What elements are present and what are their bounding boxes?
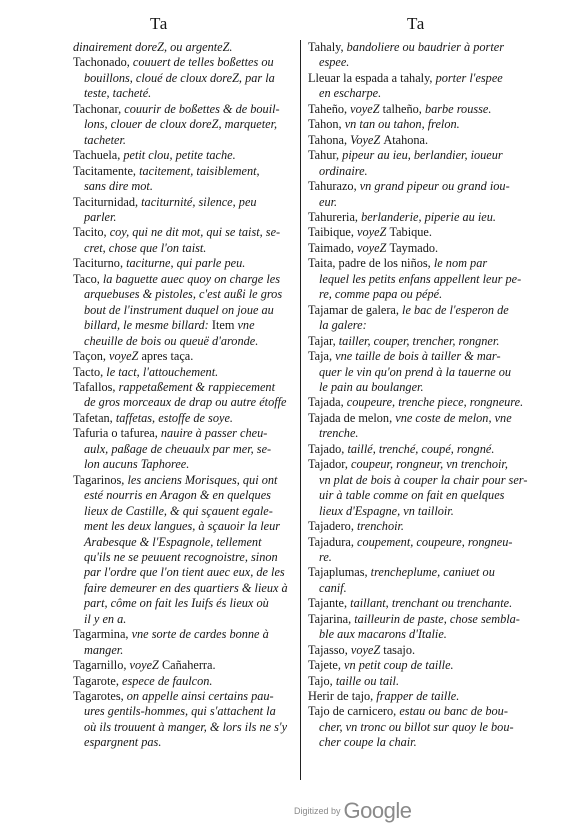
definition: coy, qui ne dit mot, qui se taist, se- [109, 225, 281, 240]
definition: les anciens Morisques, qui ont [127, 472, 278, 487]
entry-line [73, 658, 297, 673]
definition: VoyeZ [350, 132, 384, 147]
entry-line [308, 86, 532, 101]
definition: vne coste de melon, vne [395, 410, 512, 425]
entry-line [308, 102, 532, 117]
headword: apres taça. [141, 349, 194, 364]
entry-line [73, 426, 297, 441]
definition: quer le vin qu'on prend à la tauerne ou [319, 364, 512, 379]
definition: lieux d'Espagne, vn tailloir. [319, 503, 454, 518]
definition: re, comme papa ou pépé. [319, 287, 443, 302]
definition: parler. [84, 209, 117, 224]
entry-line [73, 720, 297, 735]
entry-line [73, 133, 297, 148]
headword: Item [211, 318, 238, 333]
entry-line [73, 117, 297, 132]
definition: Arabesque & l'Espagnole, tellement [84, 534, 262, 549]
entry-line [73, 519, 297, 534]
entry-line [73, 164, 297, 179]
headword: Tagarnillo, [73, 658, 130, 673]
definition: pipeur au ieu, berlandier, ioueur [342, 148, 503, 163]
headword: Taciturnidad, [73, 194, 142, 209]
definition: voyeZ [350, 642, 384, 657]
headword: Tahur, [308, 148, 343, 163]
definition: lequel les petits enfans appellent leur pe- [319, 271, 522, 286]
entry-line [308, 596, 532, 611]
entry-line [73, 349, 297, 364]
definition: faire demeurer en des quartiers & lieux à [84, 580, 288, 595]
entry-line [308, 488, 532, 503]
entry-line [308, 473, 532, 488]
entry-line [308, 565, 532, 580]
entry-line [308, 411, 532, 426]
definition: voyeZ [129, 658, 162, 673]
entry-line [308, 674, 532, 689]
definition: cher coupe la chair. [319, 735, 417, 750]
headword: Tajada de melon, [308, 410, 396, 425]
entry-line [308, 426, 532, 441]
definition: estau ou banc de bou- [399, 704, 508, 719]
headword: Tajadero, [308, 519, 357, 534]
entry-line [308, 272, 532, 287]
entry-line [73, 395, 297, 410]
entry-line [73, 256, 297, 271]
entry-line [73, 581, 297, 596]
definition: le tact, l'attouchement. [106, 364, 219, 379]
entry-line [73, 380, 297, 395]
entry-line [73, 334, 297, 349]
entry-line [73, 303, 297, 318]
entry-line [73, 210, 297, 225]
headword: Tajador, [308, 457, 352, 472]
entry-line [308, 442, 532, 457]
headword: Tajete, [308, 658, 345, 673]
entry-line [308, 380, 532, 395]
headword: Tahona, [308, 132, 351, 147]
headword: Tachonado, [73, 55, 133, 70]
entry-line [73, 40, 297, 55]
entry-line [308, 689, 532, 704]
entry-line [73, 71, 297, 86]
definition: coupeur, rongneur, vn trenchoir, [351, 457, 508, 472]
definition: voyeZ [109, 349, 142, 364]
entry-line [308, 256, 532, 271]
headword: Tachuela, [73, 148, 124, 163]
headword: Atahona. [383, 132, 429, 147]
headword: Tajarina, [308, 611, 355, 626]
entry-line [73, 457, 297, 472]
definition: billard, le mesme billard: [84, 318, 212, 333]
headword: Taja, [308, 349, 336, 364]
headword: Tacitamente, [73, 163, 140, 178]
running-head-right: Ta [407, 14, 425, 33]
digitized-watermark [294, 798, 411, 824]
definition: ment les deux langues, à sçauoir la leur [84, 519, 281, 534]
entry-line [73, 473, 297, 488]
definition: vne taille de bois à tailler & mar- [335, 349, 501, 364]
entry-line [73, 318, 297, 333]
entry-line [308, 612, 532, 627]
definition: vne [237, 318, 255, 333]
definition: trenchoir. [356, 519, 405, 534]
entry-line [308, 395, 532, 410]
entry-line [73, 735, 297, 750]
entry-line [73, 102, 297, 117]
entry-line [73, 225, 297, 240]
definition: lon aucuns Taphoree. [84, 457, 190, 472]
headword: Tajante, [308, 596, 351, 611]
entry-line [73, 565, 297, 580]
headword: Tagarote, [73, 673, 122, 688]
entry-line [73, 55, 297, 70]
headword: Lleuar la espada a tahaly, [308, 70, 436, 85]
definition: canif. [319, 580, 347, 595]
definition: par l'ordre que l'on tient auec eux, de les [84, 565, 285, 580]
running-head-left: Ta [150, 14, 168, 33]
headword: Tajo, [308, 673, 336, 688]
left-column [73, 40, 297, 751]
entry-line [308, 117, 532, 132]
entry-line [308, 720, 532, 735]
entry-line [308, 318, 532, 333]
definition: vne sorte de cardes bonne à [131, 627, 269, 642]
definition: uir à table comme on fait en quelques [319, 488, 505, 503]
entry-line [308, 535, 532, 550]
definition: espargnent pas. [84, 735, 162, 750]
definition: tacitement, taisiblement, [139, 163, 260, 178]
definition: cheuille de bois ou queuë d'aronde. [84, 333, 259, 348]
definition: barbe rousse. [424, 101, 492, 116]
entry-line [73, 674, 297, 689]
headword: Herir de tajo, [308, 689, 377, 704]
definition: taffetas, estoffe de soye. [115, 410, 233, 425]
definition: cher, vn tronc ou billot sur quoy le bou- [319, 719, 514, 734]
entry-line [308, 40, 532, 55]
definition: taciturne, qui parle peu. [126, 256, 246, 271]
headword: Tagarmina, [73, 627, 132, 642]
entry-line [73, 86, 297, 101]
definition: re. [319, 549, 332, 564]
definition: frapper de taille. [376, 689, 460, 704]
entry-line [308, 287, 532, 302]
definition: rappetaßement & rappiecement [118, 379, 275, 394]
definition: vn grand pipeur ou grand iou- [359, 179, 510, 194]
definition: couuert de telles boßettes ou [132, 55, 274, 70]
definition: le nom par [433, 256, 488, 271]
definition: trencheplume, caniuet ou [370, 565, 495, 580]
headword: Tajaplumas, [308, 565, 371, 580]
definition: voyeZ [357, 225, 390, 240]
definition: dinairement doreZ, ou argenteZ. [73, 40, 233, 54]
entry-line [308, 148, 532, 163]
definition: ordinaire. [319, 163, 368, 178]
headword: Tahureria, [308, 209, 362, 224]
headword: Tacto, [73, 364, 107, 379]
definition: bouillons, cloué de cloux doreZ, par la [84, 70, 275, 85]
definition: couurir de boßettes & de bouil- [124, 101, 280, 116]
definition: tacheter. [84, 132, 127, 147]
entry-line [308, 71, 532, 86]
definition: on appelle ainsi certains pau- [126, 689, 274, 704]
headword: Cañaherra. [161, 658, 216, 673]
entry-line [308, 225, 532, 240]
headword: Tagarotes, [73, 689, 127, 704]
definition: taille ou tail. [335, 673, 400, 688]
entry-line [73, 179, 297, 194]
entry-line [308, 349, 532, 364]
headword: Tajada, [308, 395, 347, 410]
entry-line [308, 210, 532, 225]
definition: arquebuses & pistoles, c'est außi le gros [84, 287, 283, 302]
headword: Taco, [73, 271, 103, 286]
definition: lons, clouer de cloux doreZ, marqueter, [84, 117, 278, 132]
entry-line [73, 504, 297, 519]
definition: lieux de Castille, & qui sçauent egale- [84, 503, 273, 518]
definition: cret, chose que l'on taist. [84, 240, 207, 255]
definition: aulx, paßage de cheuaulx par mer, se- [84, 441, 272, 456]
entry-line [73, 241, 297, 256]
entry-line [308, 303, 532, 318]
definition: voyeZ [357, 240, 390, 255]
definition: coupement, coupeure, rongneu- [356, 534, 513, 549]
definition: tailler, couper, trencher, rongner. [338, 333, 500, 348]
definition: vn petit coup de taille. [344, 658, 454, 673]
definition: bout de l'instrument duquel on joue au [84, 302, 274, 317]
entry-line [73, 488, 297, 503]
definition: où ils trouuent à manger, & lors ils ne s'y [84, 719, 288, 734]
entry-line [308, 704, 532, 719]
entry-line [73, 442, 297, 457]
headword: Tajado, [308, 441, 348, 456]
entry-line [308, 241, 532, 256]
entry-line [73, 411, 297, 426]
definition: vn tan ou tahon, frelon. [344, 117, 460, 132]
right-column [308, 40, 532, 751]
headword: Tafetan, [73, 410, 116, 425]
headword: Tajasso, [308, 642, 351, 657]
headword: Tachonar, [73, 101, 125, 116]
entry-line [308, 55, 532, 70]
entry-line [308, 627, 532, 642]
entry-line [73, 148, 297, 163]
definition: il y en a. [84, 611, 127, 626]
headword: Taymado. [389, 240, 439, 255]
headword: Tafallos, [73, 379, 119, 394]
headword: Tajar, [308, 333, 339, 348]
entry-line [308, 334, 532, 349]
headword: Tahaly, [308, 40, 347, 54]
headword: Tajadura, [308, 534, 357, 549]
headword: Tagarinos, [73, 472, 128, 487]
definition: teste, tacheté. [84, 86, 152, 101]
entry-line [308, 581, 532, 596]
entry-line [73, 689, 297, 704]
definition: espece de faulcon. [121, 673, 213, 688]
definition: ble aux macarons d'Italie. [319, 627, 447, 642]
headword: Taimado, [308, 240, 357, 255]
entry-line [73, 272, 297, 287]
definition: part, côme on fait les Iuifs és lieux où [84, 596, 269, 611]
headword: Taciturno, [73, 256, 127, 271]
entry-line [73, 643, 297, 658]
entry-line [73, 627, 297, 642]
entry-line [73, 550, 297, 565]
definition: porter l'espee [435, 70, 503, 85]
headword: Tajamar de galera, [308, 302, 403, 317]
entry-line [73, 287, 297, 302]
entry-line [73, 596, 297, 611]
definition: bandoliere ou baudrier à porter [346, 40, 504, 54]
entry-line [73, 704, 297, 719]
definition: voyeZ [350, 101, 383, 116]
definition: berlanderie, piperie au ieu. [361, 209, 496, 224]
entry-line [308, 164, 532, 179]
definition: de gros morceaux de drap ou autre étoffe [84, 395, 287, 410]
definition: ures gentils-hommes, qui s'attachent la [84, 704, 276, 719]
definition: qu'ils ne se peuuent recognoistre, sinon [84, 549, 278, 564]
headword: Taita, padre de los niños, [308, 256, 434, 271]
definition: le pain au boulanger. [319, 379, 424, 394]
headword: Tahon, [308, 117, 345, 132]
digitized-label: Digitized by [294, 806, 341, 816]
entry-line [308, 643, 532, 658]
headword: Taheño, [308, 101, 351, 116]
headword: tasajo. [383, 642, 416, 657]
definition: eur. [319, 194, 338, 209]
headword: Tajo de carnicero, [308, 704, 400, 719]
definition: nauire à passer cheu- [160, 426, 268, 441]
entry-line [308, 179, 532, 194]
definition: sans dire mot. [84, 179, 153, 194]
entry-line [308, 195, 532, 210]
entry-line [308, 735, 532, 750]
definition: esté nourris en Aragon & en quelques [84, 488, 271, 503]
entry-line [308, 365, 532, 380]
headword: Tafuria o tafurea, [73, 426, 161, 441]
google-logo: Google [343, 798, 412, 823]
definition: manger. [84, 642, 124, 657]
column-divider [300, 40, 301, 780]
headword: talheño, [382, 101, 425, 116]
entry-line [308, 658, 532, 673]
entry-line [308, 550, 532, 565]
definition: tailleurin de paste, chose sembla- [354, 611, 520, 626]
entry-line [308, 133, 532, 148]
headword: Tahurazo, [308, 179, 360, 194]
headword: Taçon, [73, 349, 110, 364]
definition: petit clou, petite tache. [123, 148, 236, 163]
definition: le bac de l'esperon de [402, 302, 509, 317]
entry-line [73, 195, 297, 210]
definition: taciturnité, silence, peu [141, 194, 257, 209]
definition: trenche. [319, 426, 359, 441]
definition: la galere: [319, 318, 367, 333]
definition: taillant, trenchant ou trenchante. [350, 596, 513, 611]
entry-line [73, 535, 297, 550]
entry-line [308, 519, 532, 534]
entry-line [308, 457, 532, 472]
entry-line [73, 612, 297, 627]
definition: la baguette auec quoy on charge les [102, 271, 280, 286]
entry-line [308, 504, 532, 519]
definition: en escharpe. [319, 86, 382, 101]
headword: Tacito, [73, 225, 110, 240]
headword: Tabique. [389, 225, 432, 240]
definition: coupeure, trenche piece, rongneure. [346, 395, 524, 410]
entry-line [73, 365, 297, 380]
definition: taillé, trenché, coupé, rongné. [347, 441, 495, 456]
definition: vn plat de bois à couper la chair pour ser- [319, 472, 528, 487]
definition: espee. [319, 55, 350, 70]
headword: Taibique, [308, 225, 357, 240]
